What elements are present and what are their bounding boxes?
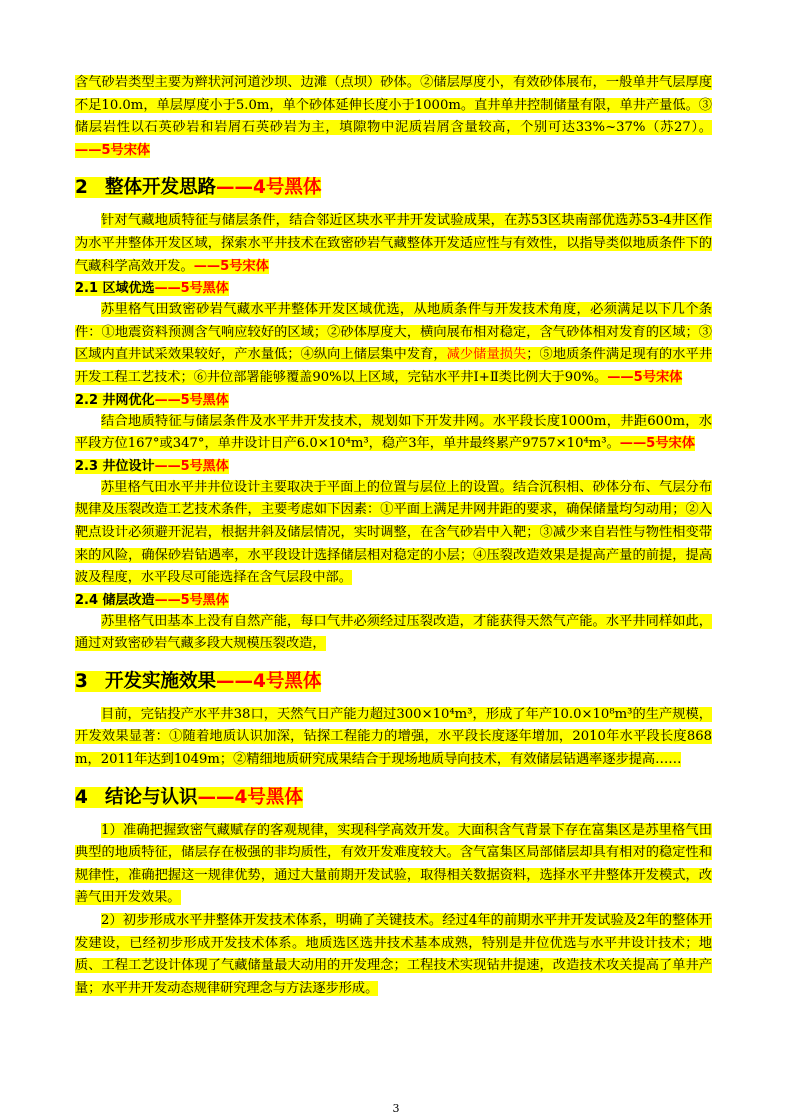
subsection-title: 2.1 区域优选 (75, 281, 155, 297)
section-title: 结论与认识 (105, 786, 198, 808)
intro-text: 含气砂岩类型主要为辫状河河道沙坝、边滩（点坝）砂体。②储层厚度小，有效砂体展布，一般单井气层厚度不足10.0m，单层厚度小于5.0m，单个砂体延伸长度小于1000m。直井单井控制储量有限，单井产量低。③储层岩性以石英砂岩和岩屑石英砂岩为主，填隙物中泥质岩屑含量较高，个别可达33%~37%（苏27）。 (75, 75, 712, 136)
subsection-title: 2.2 井网优化 (75, 392, 155, 408)
section-number: 4 (75, 786, 88, 808)
section-2-heading (75, 174, 712, 202)
section-number: 3 (75, 670, 88, 692)
section-4-paragraph-1: 1）准确把握致密气藏赋存的客观规律，实现科学高效开发。大面积含气背景下存在富集区是苏里格气田典型的地质特征，储层存在极强的非均质性，有效开发难度较大。含气富集区局部储层却具有相对的稳定性和规律性，准确把握这一规律优势，通过大量前期开发试验，取得相关数据资料，选择水平井整体开发模式，改善气田开发效果。 (75, 822, 712, 906)
section-title: 开发实施效果 (105, 670, 217, 692)
font-annotation: ——4号黑体 (197, 786, 303, 808)
section-2-4-paragraph: 苏里格气田基本上没有自然产能，每口气井必须经过压裂改造，才能获得天然气产能。水平井同样如此，通过对致密砂岩气藏多段大规模压裂改造， (75, 613, 712, 652)
section-2-4-heading (75, 591, 712, 611)
section-2-1-paragraph: 苏里格气田致密砂岩气藏水平井整体开发区域优选，从地质条件与开发技术角度，必须满足以下几个条件：①地震资料预测含气响应较好的区域；②砂体厚度大，横向展布相对稳定，含气砂体相对发育的区域；③区域内直井试采效果较好，产水量低；④纵向上储层集中发育，减少储量损失；⑤地质条件满足现有的水平井开发工程工艺技术；⑥井位部署能够覆盖90%以上区域，完钻水平井Ⅰ+Ⅱ类比例大于90%。——5号宋体 (75, 302, 713, 385)
font-annotation: ——4号黑体 (216, 670, 322, 692)
page-number: 3 (392, 1102, 400, 1115)
font-annotation: ——4号黑体 (216, 177, 322, 199)
font-annotation: ——5号黑体 (154, 458, 229, 474)
font-annotation: ——5号宋体 (619, 436, 695, 452)
section-2-3-paragraph: 苏里格气田水平井井位设计主要取决于平面上的位置与层位上的设置。结合沉积相、砂体分布、气层分布规律及压裂改造工艺技术条件，主要考虑如下因素：①平面上满足井网井距的要求，确保储量均匀动用；②入靶点设计必须避开泥岩，根据井斜及储层情况，实时调整，在含气砂岩中入靶；③减少来自岩性与物性相变带来的风险，确保砂岩钻遇率，水平段设计选择储层相对稳定的小层；④压裂改造效果是提高产量的前提，提高波及程度，水平段尽可能选择在含气层段中部。 (75, 479, 712, 586)
document-page (75, 72, 712, 1000)
section-2-2-paragraph: 结合地质特征与储层条件及水平井开发技术，规划如下开发井网。水平段长度1000m，井距600m，水平段方位167°或347°，单井设计日产6.0×10⁴m³，稳产3年，单井最终累产9757×10⁴m³。——5号宋体 (75, 413, 712, 452)
section-2-1-heading (75, 279, 712, 299)
section-3-heading (75, 668, 712, 696)
font-annotation: ——5号宋体 (607, 369, 683, 385)
red-emphasis-text: 减少储量损失 (446, 347, 527, 363)
section-2-2-heading (75, 391, 712, 411)
font-annotation: ——5号宋体 (75, 142, 151, 158)
intro-paragraph (75, 72, 712, 162)
section-3-paragraph: 目前，完钻投产水平井38口，天然气日产能力超过300×10⁴m³，形成了年产10.0×10⁸m³的生产规模，开发效果显著：①随着地质认识加深，钻探工程能力的增强，水平段长度逐年增加，2010年水平段长度868m，2011年达到1049m；②精细地质研究成果结合于现场地质导向技术，有效储层钻遇率逐步提高…… (75, 706, 712, 768)
font-annotation: ——5号黑体 (154, 592, 229, 608)
section-2-paragraph: 针对气藏地质特征与储层条件，结合邻近区块水平井开发试验成果，在苏53区块南部优选苏53-4井区作为水平井整体开发区域，探索水平井技术在致密砂岩气藏整体开发适应性与有效性，以指导类似地质条件下的气藏科学高效开发。——5号宋体 (75, 213, 712, 274)
font-annotation: ——5号黑体 (154, 281, 229, 297)
section-2-3-heading (75, 457, 712, 477)
section-4-paragraph-2: 2）初步形成水平井整体开发技术体系，明确了关键技术。经过4年的前期水平井开发试验及2年的整体开发建设，已经初步形成开发技术体系。地质选区选井技术基本成熟，特别是井位优选与水平井设计技术；地质、工程工艺设计体现了气藏储量最大动用的开发理念；工程技术实现钻井提速，改造技术攻关提高了单井产量；水平井开发动态规律研究理念与方法逐步形成。 (75, 913, 712, 996)
font-annotation: ——5号宋体 (193, 258, 269, 274)
subsection-title: 2.3 井位设计 (75, 458, 155, 474)
section-title: 整体开发思路 (105, 177, 217, 199)
section-number: 2 (75, 177, 88, 199)
section-4-heading (75, 784, 712, 812)
font-annotation: ——5号黑体 (154, 392, 229, 408)
subsection-title: 2.4 储层改造 (75, 592, 155, 608)
